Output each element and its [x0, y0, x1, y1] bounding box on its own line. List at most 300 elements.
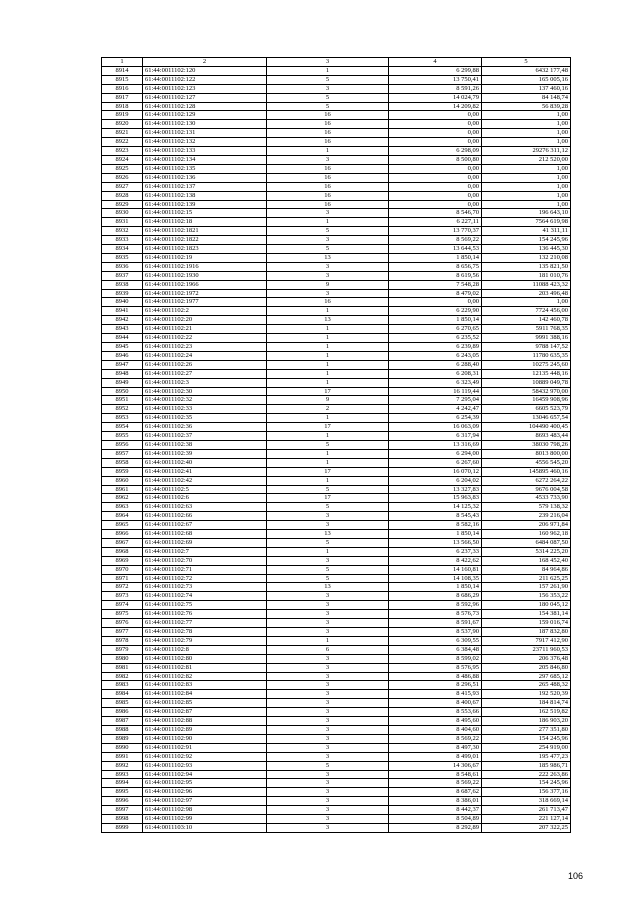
cadastral-number-cell: 61:44:0011102:80	[143, 654, 267, 663]
table-row	[102, 699, 571, 708]
unit-value-cell: 8 591,26	[389, 84, 482, 93]
row-index-cell: 8932	[102, 227, 143, 236]
table-row	[102, 173, 571, 182]
table-row	[102, 334, 571, 343]
group-code-cell: 1	[267, 547, 389, 556]
cadastral-number-cell: 61:44:0011102:131	[143, 129, 267, 138]
table-row	[102, 432, 571, 441]
row-index-cell: 8948	[102, 369, 143, 378]
table-row	[102, 788, 571, 797]
cadastral-value-cell: 38030 798,26	[482, 440, 571, 449]
table-row	[102, 708, 571, 717]
table-row	[102, 93, 571, 102]
group-code-cell: 1	[267, 636, 389, 645]
row-index-cell: 8937	[102, 271, 143, 280]
group-code-cell: 3	[267, 289, 389, 298]
unit-value-cell: 8 619,56	[389, 271, 482, 280]
group-code-cell: 3	[267, 610, 389, 619]
row-index-cell: 8975	[102, 610, 143, 619]
cadastral-value-cell: 265 488,32	[482, 681, 571, 690]
row-index-cell: 8927	[102, 182, 143, 191]
table-row	[102, 663, 571, 672]
unit-value-cell: 13 316,69	[389, 440, 482, 449]
unit-value-cell: 6 267,60	[389, 458, 482, 467]
unit-value-cell: 0,00	[389, 173, 482, 182]
cadastral-value-cell: 207 322,25	[482, 823, 571, 832]
unit-value-cell: 14 160,81	[389, 565, 482, 574]
row-index-cell: 8916	[102, 84, 143, 93]
group-code-cell: 13	[267, 316, 389, 325]
table-row	[102, 565, 571, 574]
cadastral-value-cell: 56 839,28	[482, 102, 571, 111]
row-index-cell: 8945	[102, 343, 143, 352]
cadastral-value-cell: 168 452,40	[482, 556, 571, 565]
cadastral-value-cell: 29276 311,12	[482, 147, 571, 156]
unit-value-cell: 0,00	[389, 129, 482, 138]
group-code-cell: 1	[267, 476, 389, 485]
group-code-cell: 17	[267, 423, 389, 432]
unit-value-cell: 6 243,05	[389, 351, 482, 360]
table-row	[102, 423, 571, 432]
unit-value-cell: 6 254,39	[389, 414, 482, 423]
cadastral-number-cell: 61:44:0011102:75	[143, 601, 267, 610]
table-row	[102, 485, 571, 494]
cadastral-number-cell: 61:44:0011102:74	[143, 592, 267, 601]
row-index-cell: 8920	[102, 120, 143, 129]
cadastral-number-cell: 61:44:0011102:120	[143, 66, 267, 75]
row-index-cell: 8956	[102, 440, 143, 449]
unit-value-cell: 6 299,88	[389, 66, 482, 75]
group-code-cell: 3	[267, 663, 389, 672]
group-code-cell: 5	[267, 485, 389, 494]
group-code-cell: 3	[267, 592, 389, 601]
group-code-cell: 16	[267, 164, 389, 173]
cadastral-number-cell: 61:44:0011102:23	[143, 343, 267, 352]
cadastral-number-cell: 61:44:0011102:88	[143, 717, 267, 726]
group-code-cell: 6	[267, 645, 389, 654]
header-col-3: 3	[267, 58, 389, 67]
table-row	[102, 351, 571, 360]
cadastral-value-cell: 185 986,71	[482, 761, 571, 770]
group-code-cell: 1	[267, 325, 389, 334]
table-row	[102, 770, 571, 779]
unit-value-cell: 6 208,31	[389, 369, 482, 378]
cadastral-value-cell: 84 148,74	[482, 93, 571, 102]
cadastral-number-cell: 61:44:0011102:21	[143, 325, 267, 334]
group-code-cell: 1	[267, 378, 389, 387]
unit-value-cell: 8 296,51	[389, 681, 482, 690]
cadastral-number-cell: 61:44:0011102:1821	[143, 227, 267, 236]
group-code-cell: 3	[267, 717, 389, 726]
cadastral-value-cell: 145895 460,16	[482, 467, 571, 476]
unit-value-cell: 7 295,04	[389, 396, 482, 405]
table-row	[102, 200, 571, 209]
group-code-cell: 13	[267, 253, 389, 262]
table-row	[102, 717, 571, 726]
cadastral-value-cell: 11780 635,35	[482, 351, 571, 360]
cadastral-number-cell: 61:44:0011102:70	[143, 556, 267, 565]
group-code-cell: 13	[267, 583, 389, 592]
table-row	[102, 405, 571, 414]
unit-value-cell: 8 504,89	[389, 815, 482, 824]
row-index-cell: 8998	[102, 815, 143, 824]
cadastral-value-cell: 6272 264,22	[482, 476, 571, 485]
unit-value-cell: 0,00	[389, 200, 482, 209]
cadastral-value-cell: 184 814,74	[482, 699, 571, 708]
table-row	[102, 797, 571, 806]
cadastral-value-cell: 222 263,86	[482, 770, 571, 779]
row-index-cell: 8949	[102, 378, 143, 387]
unit-value-cell: 8 442,37	[389, 806, 482, 815]
cadastral-value-cell: 239 216,04	[482, 512, 571, 521]
unit-value-cell: 6 227,11	[389, 218, 482, 227]
cadastral-value-cell: 1,00	[482, 182, 571, 191]
table-row	[102, 343, 571, 352]
group-code-cell: 5	[267, 75, 389, 84]
unit-value-cell: 0,00	[389, 191, 482, 200]
group-code-cell: 3	[267, 672, 389, 681]
table-row	[102, 734, 571, 743]
cadastral-number-cell: 61:44:0011102:128	[143, 102, 267, 111]
group-code-cell: 1	[267, 449, 389, 458]
unit-value-cell: 14 108,35	[389, 574, 482, 583]
group-code-cell: 16	[267, 129, 389, 138]
group-code-cell: 3	[267, 236, 389, 245]
unit-value-cell: 8 591,67	[389, 619, 482, 628]
cadastral-value-cell: 212 520,00	[482, 155, 571, 164]
group-code-cell: 5	[267, 102, 389, 111]
row-index-cell: 8914	[102, 66, 143, 75]
cadastral-number-cell: 61:44:0011102:7	[143, 547, 267, 556]
row-index-cell: 8955	[102, 432, 143, 441]
row-index-cell: 8985	[102, 699, 143, 708]
cadastral-value-cell: 5314 225,20	[482, 547, 571, 556]
table-row	[102, 752, 571, 761]
cadastral-number-cell: 61:44:0011102:22	[143, 334, 267, 343]
cadastral-value-cell: 7917 412,90	[482, 636, 571, 645]
cadastral-number-cell: 61:44:0011102:36	[143, 423, 267, 432]
group-code-cell: 1	[267, 432, 389, 441]
group-code-cell: 17	[267, 467, 389, 476]
group-code-cell: 3	[267, 271, 389, 280]
row-index-cell: 8936	[102, 262, 143, 271]
group-code-cell: 3	[267, 84, 389, 93]
table-row	[102, 262, 571, 271]
cadastral-number-cell: 61:44:0011102:38	[143, 440, 267, 449]
cadastral-number-cell: 61:44:0011102:67	[143, 521, 267, 530]
cadastral-number-cell: 61:44:0011102:3	[143, 378, 267, 387]
cadastral-number-cell: 61:44:0011102:91	[143, 743, 267, 752]
cadastral-value-cell: 159 016,74	[482, 619, 571, 628]
table-row	[102, 654, 571, 663]
cadastral-value-cell: 8693 483,44	[482, 432, 571, 441]
unit-value-cell: 13 644,53	[389, 245, 482, 254]
cadastral-number-cell: 61:44:0011102:97	[143, 797, 267, 806]
table-row	[102, 725, 571, 734]
row-index-cell: 8982	[102, 672, 143, 681]
group-code-cell: 1	[267, 351, 389, 360]
row-index-cell: 8966	[102, 530, 143, 539]
table-row	[102, 182, 571, 191]
group-code-cell: 17	[267, 494, 389, 503]
cadastral-value-cell: 9676 004,58	[482, 485, 571, 494]
row-index-cell: 8952	[102, 405, 143, 414]
unit-value-cell: 8 386,01	[389, 797, 482, 806]
row-index-cell: 8924	[102, 155, 143, 164]
table-row	[102, 155, 571, 164]
row-index-cell: 8935	[102, 253, 143, 262]
header-col-5: 5	[482, 58, 571, 67]
table-row	[102, 530, 571, 539]
cadastral-value-cell: 16459 908,96	[482, 396, 571, 405]
cadastral-value-cell: 5911 768,35	[482, 325, 571, 334]
row-index-cell: 8961	[102, 485, 143, 494]
unit-value-cell: 1 850,14	[389, 530, 482, 539]
table-row	[102, 218, 571, 227]
cadastral-value-cell: 1,00	[482, 298, 571, 307]
group-code-cell: 1	[267, 334, 389, 343]
group-code-cell: 3	[267, 690, 389, 699]
table-row	[102, 538, 571, 547]
row-index-cell: 8919	[102, 111, 143, 120]
cadastral-number-cell: 61:44:0011102:8	[143, 645, 267, 654]
cadastral-value-cell: 181 010,76	[482, 271, 571, 280]
cadastral-number-cell: 61:44:0011102:37	[143, 432, 267, 441]
group-code-cell: 1	[267, 414, 389, 423]
unit-value-cell: 8 569,22	[389, 236, 482, 245]
cadastral-value-cell: 186 903,20	[482, 717, 571, 726]
cadastral-number-cell: 61:44:0011102:93	[143, 761, 267, 770]
cadastral-number-cell: 61:44:0011102:1966	[143, 280, 267, 289]
group-code-cell: 3	[267, 209, 389, 218]
table-row	[102, 476, 571, 485]
unit-value-cell: 6 229,90	[389, 307, 482, 316]
row-index-cell: 8960	[102, 476, 143, 485]
row-index-cell: 8944	[102, 334, 143, 343]
table-row	[102, 360, 571, 369]
cadastral-value-cell: 8013 800,00	[482, 449, 571, 458]
cadastral-value-cell: 13046 657,54	[482, 414, 571, 423]
cadastral-number-cell: 61:44:0011102:76	[143, 610, 267, 619]
table-row	[102, 147, 571, 156]
cadastral-value-cell: 1,00	[482, 120, 571, 129]
table-row	[102, 316, 571, 325]
table-row	[102, 636, 571, 645]
cadastral-number-cell: 61:44:0011102:99	[143, 815, 267, 824]
unit-value-cell: 16 063,09	[389, 423, 482, 432]
cadastral-number-cell: 61:44:0011102:66	[143, 512, 267, 521]
group-code-cell: 5	[267, 503, 389, 512]
table-row	[102, 84, 571, 93]
row-index-cell: 8915	[102, 75, 143, 84]
cadastral-number-cell: 61:44:0011102:40	[143, 458, 267, 467]
table-row	[102, 610, 571, 619]
group-code-cell: 1	[267, 307, 389, 316]
cadastral-number-cell: 61:44:0011102:24	[143, 351, 267, 360]
table-row	[102, 779, 571, 788]
row-index-cell: 8947	[102, 360, 143, 369]
row-index-cell: 8981	[102, 663, 143, 672]
table-row	[102, 440, 571, 449]
table-row	[102, 236, 571, 245]
table-row	[102, 271, 571, 280]
unit-value-cell: 6 323,49	[389, 378, 482, 387]
cadastral-number-cell: 61:44:0011102:79	[143, 636, 267, 645]
cadastral-number-cell: 61:44:0011102:77	[143, 619, 267, 628]
cadastral-value-cell: 12135 448,16	[482, 369, 571, 378]
table-row	[102, 512, 571, 521]
cadastral-number-cell: 61:44:0011102:134	[143, 155, 267, 164]
unit-value-cell: 6 288,40	[389, 360, 482, 369]
cadastral-number-cell: 61:44:0011102:73	[143, 583, 267, 592]
unit-value-cell: 13 770,37	[389, 227, 482, 236]
cadastral-number-cell: 61:44:0011102:89	[143, 725, 267, 734]
row-index-cell: 8923	[102, 147, 143, 156]
group-code-cell: 3	[267, 779, 389, 788]
row-index-cell: 8973	[102, 592, 143, 601]
unit-value-cell: 8 569,22	[389, 734, 482, 743]
cadastral-value-cell: 1,00	[482, 129, 571, 138]
cadastral-number-cell: 61:44:0011102:69	[143, 538, 267, 547]
cadastral-value-cell: 154 381,14	[482, 610, 571, 619]
group-code-cell: 1	[267, 458, 389, 467]
cadastral-number-cell: 61:44:0011102:1972	[143, 289, 267, 298]
unit-value-cell: 8 486,88	[389, 672, 482, 681]
cadastral-number-cell: 61:44:0011102:27	[143, 369, 267, 378]
group-code-cell: 3	[267, 725, 389, 734]
group-code-cell: 2	[267, 405, 389, 414]
group-code-cell: 16	[267, 182, 389, 191]
table-row	[102, 75, 571, 84]
cadastral-number-cell: 61:44:0011102:26	[143, 360, 267, 369]
cadastral-value-cell: 1,00	[482, 138, 571, 147]
cadastral-number-cell: 61:44:0011102:95	[143, 779, 267, 788]
row-index-cell: 8957	[102, 449, 143, 458]
table-row	[102, 120, 571, 129]
table-body	[102, 66, 571, 832]
table-row	[102, 672, 571, 681]
group-code-cell: 3	[267, 797, 389, 806]
row-index-cell: 8942	[102, 316, 143, 325]
cadastral-value-cell: 157 261,90	[482, 583, 571, 592]
unit-value-cell: 8 687,62	[389, 788, 482, 797]
cadastral-number-cell: 61:44:0011102:19	[143, 253, 267, 262]
unit-value-cell: 8 499,01	[389, 752, 482, 761]
cadastral-number-cell: 61:44:0011102:129	[143, 111, 267, 120]
group-code-cell: 3	[267, 601, 389, 610]
cadastral-number-cell: 61:44:0011102:20	[143, 316, 267, 325]
unit-value-cell: 0,00	[389, 164, 482, 173]
table-row	[102, 253, 571, 262]
cadastral-value-cell: 206 971,84	[482, 521, 571, 530]
cadastral-value-cell: 579 138,32	[482, 503, 571, 512]
cadastral-value-cell: 4533 733,90	[482, 494, 571, 503]
table-row	[102, 619, 571, 628]
unit-value-cell: 6 239,89	[389, 343, 482, 352]
cadastral-value-cell: 23711 960,53	[482, 645, 571, 654]
page-number: 106	[567, 871, 583, 881]
cadastral-value-cell: 156 353,22	[482, 592, 571, 601]
cadastral-number-cell: 61:44:0011102:72	[143, 574, 267, 583]
row-index-cell: 8964	[102, 512, 143, 521]
table-row	[102, 369, 571, 378]
cadastral-value-cell: 206 376,48	[482, 654, 571, 663]
table-row	[102, 396, 571, 405]
unit-value-cell: 8 656,75	[389, 262, 482, 271]
cadastral-value-cell: 196 643,10	[482, 209, 571, 218]
group-code-cell: 3	[267, 619, 389, 628]
row-index-cell: 8969	[102, 556, 143, 565]
unit-value-cell: 7 548,28	[389, 280, 482, 289]
unit-value-cell: 6 204,02	[389, 476, 482, 485]
table-row	[102, 601, 571, 610]
cadastral-value-cell: 1,00	[482, 173, 571, 182]
unit-value-cell: 8 415,93	[389, 690, 482, 699]
cadastral-number-cell: 61:44:0011102:41	[143, 467, 267, 476]
unit-value-cell: 13 750,41	[389, 75, 482, 84]
group-code-cell: 16	[267, 111, 389, 120]
group-code-cell: 16	[267, 200, 389, 209]
row-index-cell: 8996	[102, 797, 143, 806]
table-row	[102, 111, 571, 120]
group-code-cell: 3	[267, 654, 389, 663]
cadastral-number-cell: 61:44:0011102:127	[143, 93, 267, 102]
unit-value-cell: 0,00	[389, 298, 482, 307]
table-row	[102, 325, 571, 334]
table-row	[102, 102, 571, 111]
row-index-cell: 8967	[102, 538, 143, 547]
cadastral-value-cell: 203 496,48	[482, 289, 571, 298]
cadastral-number-cell: 61:44:0011102:90	[143, 734, 267, 743]
cadastral-value-cell: 132 210,08	[482, 253, 571, 262]
table-header	[102, 58, 571, 67]
unit-value-cell: 6 309,55	[389, 636, 482, 645]
group-code-cell: 3	[267, 262, 389, 271]
group-code-cell: 1	[267, 369, 389, 378]
table-row	[102, 298, 571, 307]
header-col-2: 2	[143, 58, 267, 67]
group-code-cell: 1	[267, 66, 389, 75]
cadastral-number-cell: 61:44:0011102:82	[143, 672, 267, 681]
header-col-1: 1	[102, 58, 143, 67]
unit-value-cell: 6 235,52	[389, 334, 482, 343]
cadastral-value-cell: 9788 147,52	[482, 343, 571, 352]
cadastral-number-cell: 61:44:0011102:135	[143, 164, 267, 173]
unit-value-cell: 8 546,70	[389, 209, 482, 218]
table-row	[102, 503, 571, 512]
unit-value-cell: 8 592,96	[389, 601, 482, 610]
cadastral-value-cell: 154 245,96	[482, 236, 571, 245]
unit-value-cell: 8 422,62	[389, 556, 482, 565]
row-index-cell: 8990	[102, 743, 143, 752]
group-code-cell: 5	[267, 245, 389, 254]
cadastral-value-cell: 1,00	[482, 111, 571, 120]
group-code-cell: 3	[267, 708, 389, 717]
cadastral-number-cell: 61:44:0011102:122	[143, 75, 267, 84]
cadastral-value-cell: 11088 423,32	[482, 280, 571, 289]
row-index-cell: 8925	[102, 164, 143, 173]
cadastral-number-cell: 61:44:0011102:133	[143, 147, 267, 156]
group-code-cell: 1	[267, 218, 389, 227]
cadastral-value-cell: 180 045,12	[482, 601, 571, 610]
table-row	[102, 307, 571, 316]
table-row	[102, 227, 571, 236]
group-code-cell: 3	[267, 788, 389, 797]
cadastral-number-cell: 61:44:0011102:68	[143, 530, 267, 539]
cadastral-number-cell: 61:44:0011102:18	[143, 218, 267, 227]
row-index-cell: 8977	[102, 628, 143, 637]
cadastral-value-cell: 205 846,80	[482, 663, 571, 672]
